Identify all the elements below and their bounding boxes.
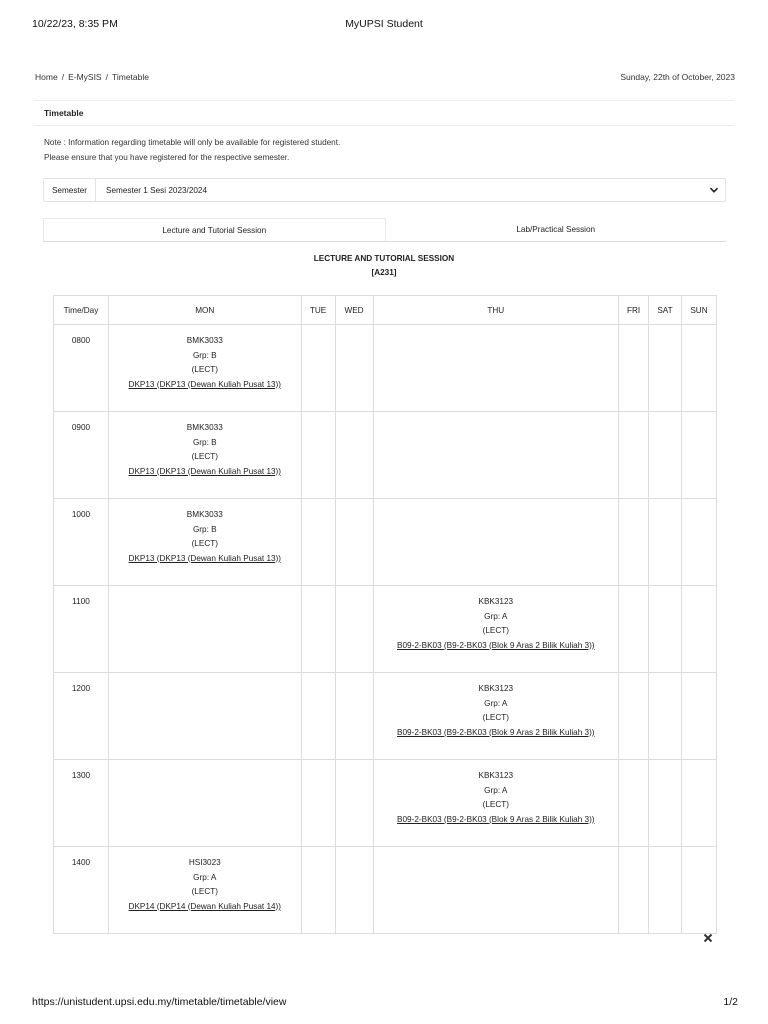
course-type: (LECT) — [482, 626, 509, 635]
empty-cell — [108, 586, 301, 673]
empty-cell — [373, 325, 619, 412]
notes — [44, 135, 340, 165]
course-venue[interactable]: DKP13 (DKP13 (Dewan Kuliah Pusat 13)) — [128, 379, 281, 389]
empty-cell — [335, 847, 373, 934]
col-header-time-day: Time/Day — [54, 296, 109, 325]
breadcrumb-row — [35, 72, 735, 86]
empty-cell — [619, 760, 649, 847]
course-type: (LECT) — [191, 365, 218, 374]
class-cell — [108, 847, 301, 934]
course-venue[interactable]: DKP14 (DKP14 (Dewan Kuliah Pusat 14)) — [128, 901, 281, 911]
empty-cell — [301, 586, 335, 673]
course-group: Grp: A — [484, 611, 508, 621]
session-title: LECTURE AND TUTORIAL SESSION — [313, 254, 455, 263]
course-type: (LECT) — [482, 713, 509, 722]
session-heading — [0, 252, 768, 280]
session-code: [A231] — [371, 268, 397, 277]
empty-cell — [681, 412, 716, 499]
table-row — [54, 412, 717, 499]
course-code: BMK3033 — [186, 336, 223, 345]
course-group: Grp: A — [484, 698, 508, 708]
empty-cell — [649, 673, 682, 760]
empty-cell — [649, 586, 682, 673]
print-url: https://unistudent.upsi.edu.my/timetable/timetable/view — [32, 996, 287, 1008]
class-cell — [108, 325, 301, 412]
print-page-title: MyUPSI Student — [345, 18, 423, 30]
chevron-down-icon — [709, 185, 719, 195]
course-code: HSI3023 — [188, 858, 221, 867]
course-code: BMK3033 — [186, 510, 223, 519]
table-row — [54, 586, 717, 673]
close-icon[interactable] — [702, 932, 714, 944]
course-type: (LECT) — [191, 887, 218, 896]
breadcrumb-separator: / — [61, 72, 65, 82]
empty-cell — [335, 673, 373, 760]
breadcrumb-emysis[interactable]: E-MySIS — [68, 72, 102, 82]
empty-cell — [373, 412, 619, 499]
class-cell — [373, 760, 619, 847]
empty-cell — [301, 325, 335, 412]
empty-cell — [108, 760, 301, 847]
breadcrumb-separator: / — [105, 72, 108, 82]
table-row — [54, 847, 717, 934]
empty-cell — [301, 673, 335, 760]
time-cell: 1000 — [54, 499, 109, 586]
course-code: KBK3123 — [478, 597, 514, 606]
empty-cell — [619, 586, 649, 673]
col-header-thu: THU — [373, 296, 619, 325]
empty-cell — [681, 847, 716, 934]
empty-cell — [373, 847, 619, 934]
course-code: BMK3033 — [186, 423, 223, 432]
course-group: Grp: A — [193, 872, 217, 882]
empty-cell — [619, 499, 649, 586]
empty-cell — [681, 499, 716, 586]
time-cell: 0900 — [54, 412, 109, 499]
course-group: Grp: A — [484, 785, 508, 795]
empty-cell — [681, 673, 716, 760]
table-row — [54, 325, 717, 412]
empty-cell — [335, 412, 373, 499]
time-cell: 1300 — [54, 760, 109, 847]
empty-cell — [335, 586, 373, 673]
semester-select[interactable] — [96, 179, 725, 201]
empty-cell — [301, 412, 335, 499]
empty-cell — [681, 760, 716, 847]
tab-lecture-tutorial[interactable]: Lecture and Tutorial Session — [43, 218, 386, 241]
empty-cell — [301, 499, 335, 586]
table-row — [54, 760, 717, 847]
print-page-number: 1/2 — [723, 996, 738, 1008]
breadcrumb — [35, 72, 149, 82]
col-header-mon: MON — [108, 296, 301, 325]
breadcrumb-home[interactable]: Home — [35, 72, 58, 82]
course-type: (LECT) — [482, 800, 509, 809]
class-cell — [373, 586, 619, 673]
empty-cell — [681, 325, 716, 412]
class-cell — [108, 412, 301, 499]
course-venue[interactable]: DKP13 (DKP13 (Dewan Kuliah Pusat 13)) — [128, 466, 281, 476]
empty-cell — [681, 586, 716, 673]
col-header-tue: TUE — [301, 296, 335, 325]
time-cell: 1400 — [54, 847, 109, 934]
tab-lab-practical[interactable]: Lab/Practical Session — [516, 225, 596, 234]
time-cell: 0800 — [54, 325, 109, 412]
course-group: Grp: B — [192, 437, 217, 447]
semester-selector — [43, 178, 726, 202]
empty-cell — [649, 847, 682, 934]
course-group: Grp: B — [192, 350, 217, 360]
empty-cell — [619, 412, 649, 499]
col-header-sat: SAT — [649, 296, 682, 325]
course-group: Grp: B — [192, 524, 217, 534]
current-date: Sunday, 22th of October, 2023 — [620, 72, 735, 82]
card-title: Timetable — [34, 100, 734, 126]
empty-cell — [335, 499, 373, 586]
timetable — [53, 295, 717, 934]
semester-label: Semester — [44, 179, 96, 201]
print-footer — [32, 996, 738, 1010]
empty-cell — [335, 325, 373, 412]
time-cell: 1200 — [54, 673, 109, 760]
course-venue[interactable]: B09-2-BK03 (B9-2-BK03 (Blok 9 Aras 2 Bilik Kuliah 3)) — [397, 814, 595, 824]
empty-cell — [335, 760, 373, 847]
semester-value: Semester 1 Sesi 2023/2024 — [106, 185, 208, 195]
course-venue[interactable]: B09-2-BK03 (B9-2-BK03 (Blok 9 Aras 2 Bilik Kuliah 3)) — [397, 640, 595, 650]
empty-cell — [649, 325, 682, 412]
empty-cell — [619, 673, 649, 760]
empty-cell — [373, 499, 619, 586]
col-header-sun: SUN — [681, 296, 716, 325]
timetable-header-row — [54, 296, 717, 325]
print-datetime: 10/22/23, 8:35 PM — [32, 18, 118, 30]
course-venue[interactable]: B09-2-BK03 (B9-2-BK03 (Blok 9 Aras 2 Bilik Kuliah 3)) — [397, 727, 595, 737]
note-line: Please ensure that you have registered for the respective semester. — [44, 153, 290, 162]
print-header — [32, 18, 736, 32]
empty-cell — [108, 673, 301, 760]
note-line: Note : Information regarding timetable will only be available for registered student. — [44, 138, 341, 147]
col-header-fri: FRI — [619, 296, 649, 325]
col-header-wed: WED — [335, 296, 373, 325]
course-type: (LECT) — [191, 539, 218, 548]
empty-cell — [649, 412, 682, 499]
empty-cell — [649, 499, 682, 586]
empty-cell — [619, 325, 649, 412]
breadcrumb-timetable: Timetable — [111, 72, 149, 82]
time-cell: 1100 — [54, 586, 109, 673]
course-type: (LECT) — [191, 452, 218, 461]
course-venue[interactable]: DKP13 (DKP13 (Dewan Kuliah Pusat 13)) — [128, 553, 281, 563]
table-row — [54, 499, 717, 586]
empty-cell — [649, 760, 682, 847]
empty-cell — [301, 847, 335, 934]
table-row — [54, 673, 717, 760]
class-cell — [373, 673, 619, 760]
class-cell — [108, 499, 301, 586]
empty-cell — [301, 760, 335, 847]
session-tabs — [43, 218, 726, 242]
course-code: KBK3123 — [478, 684, 514, 693]
course-code: KBK3123 — [478, 771, 514, 780]
empty-cell — [619, 847, 649, 934]
